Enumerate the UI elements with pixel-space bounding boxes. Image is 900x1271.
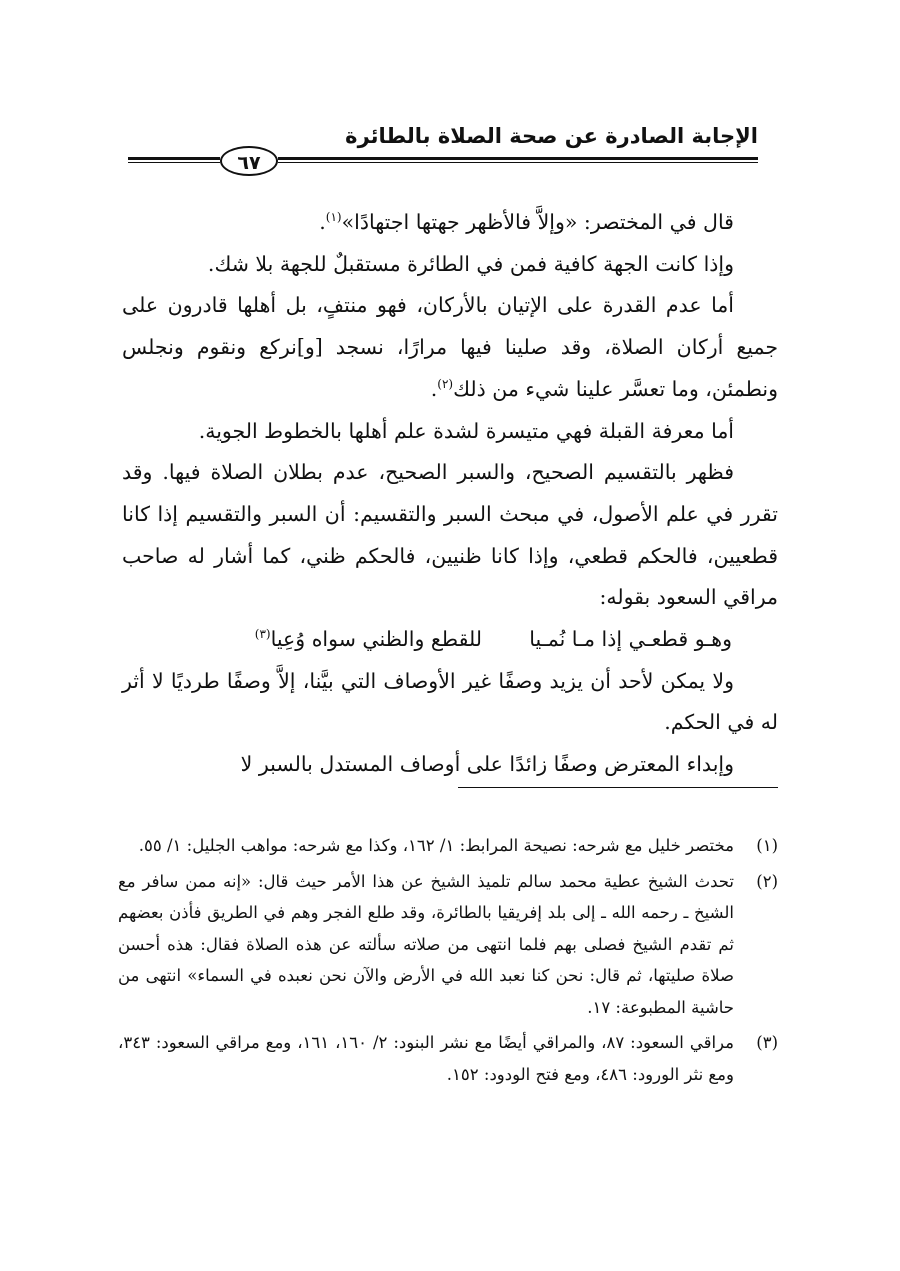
paragraph-4: أما معرفة القبلة فهي متيسرة لشدة علم أهلها بالخطوط الجوية.: [198, 418, 734, 443]
footnote-text: تحدث الشيخ عطية محمد سالم تلميذ الشيخ عن هذا الأمر حيث قال: «إنه ممن سافر مع الشيخ ـ رحمه الله ـ إلى بلد إفريقيا بالطائرة، وقد طلع الفجر وهم في الطريق فأذن بعضهم ثم تقدم الشيخ فصلى بهم فلما انتهى من صلاته سألته عن هذه الصلاة فقال: هذه أحسن صلاة صليتها، ثم قال: نحن كنا نعبد الله في الأرض والآن نحن نعبده في السماء» انتهى من حاشية المطبوعة: ١٧.: [118, 871, 734, 1017]
paragraph-1: قال في المختصر: «وإلاَّ فالأظهر جهتها اجتهادًا»$^{(١)}$.: [319, 210, 734, 234]
footnote: [118, 830, 778, 862]
footnote-text: مختصر خليل مع شرحه: نصيحة المرابط: ١/ ١٦٢، وكذا مع شرحه: مواهب الجليل: ١/ ٥٥.: [138, 836, 734, 855]
footnote-number: (١): [756, 836, 778, 855]
footnote-number: (٣): [756, 1033, 778, 1052]
main-text: [122, 202, 778, 786]
footnotes: [118, 830, 778, 1094]
footnote-ref-2: (٢): [437, 376, 454, 391]
page-number: ٦٧: [220, 146, 278, 176]
footnote: [118, 1027, 778, 1090]
footnote-ref-1: (١): [325, 210, 342, 225]
footnote-separator: [458, 787, 778, 788]
footnote-ref-3: (٣): [254, 627, 271, 642]
poem-verse: [122, 619, 778, 661]
paragraph-7: وإبداء المعترض وصفًا زائدًا على أوصاف المستدل بالسبر لا: [240, 752, 734, 777]
footnote-text: مراقي السعود: ٨٧، والمراقي أيضًا مع نشر البنود: ٢/ ١٦٠، ١٦١، ومع مراقي السعود: ٣٤٣، ومع نثر الورود: ٤٨٦، ومع فتح الودود: ١٥٢.: [118, 1033, 734, 1084]
footnote: [118, 866, 778, 1024]
paragraph-3: أما عدم القدرة على الإتيان بالأركان، فهو منتفٍ، بل أهلها قادرون على جميع أركان الصلاة، وقد صلينا فيها مرارًا، نسجد [و]نركع ونقوم ونجلس ونطمئن، وما تعسَّر علينا شيء من ذلك$^{(٢)}$.: [122, 293, 778, 401]
paragraph-5: فظهر بالتقسيم الصحيح، والسبر الصحيح، عدم بطلان الصلاة فيها. وقد تقرر في علم الأصول، في مبحث السبر والتقسيم: أن السبر والتقسيم إذا كانا قطعيين، فالحكم قطعي، وإذا كانا ظنيين، فالحكم ظني، كما أشار له صاحب مراقي السعود بقوله:: [122, 460, 778, 610]
poem-hemistich-1: وهـو قطعـي إذا مـا نُمـيا: [529, 627, 732, 652]
header-rule-right: [278, 157, 758, 163]
running-title: الإجابة الصادرة عن صحة الصلاة بالطائرة: [345, 124, 758, 148]
paragraph-2: وإذا كانت الجهة كافية فمن في الطائرة مستقبلٌ للجهة بلا شك.: [207, 251, 734, 276]
poem-hemistich-2: للقطع والظني سواه وُعِيا$^{(٣)}$: [254, 627, 482, 652]
header-rule-left: [128, 157, 220, 163]
paragraph-6: ولا يمكن لأحد أن يزيد وصفًا غير الأوصاف التي بيَّنا، إلاَّ وصفًا طرديًا لا أثر له في الحكم.: [122, 668, 778, 735]
footnote-number: (٢): [756, 871, 778, 891]
